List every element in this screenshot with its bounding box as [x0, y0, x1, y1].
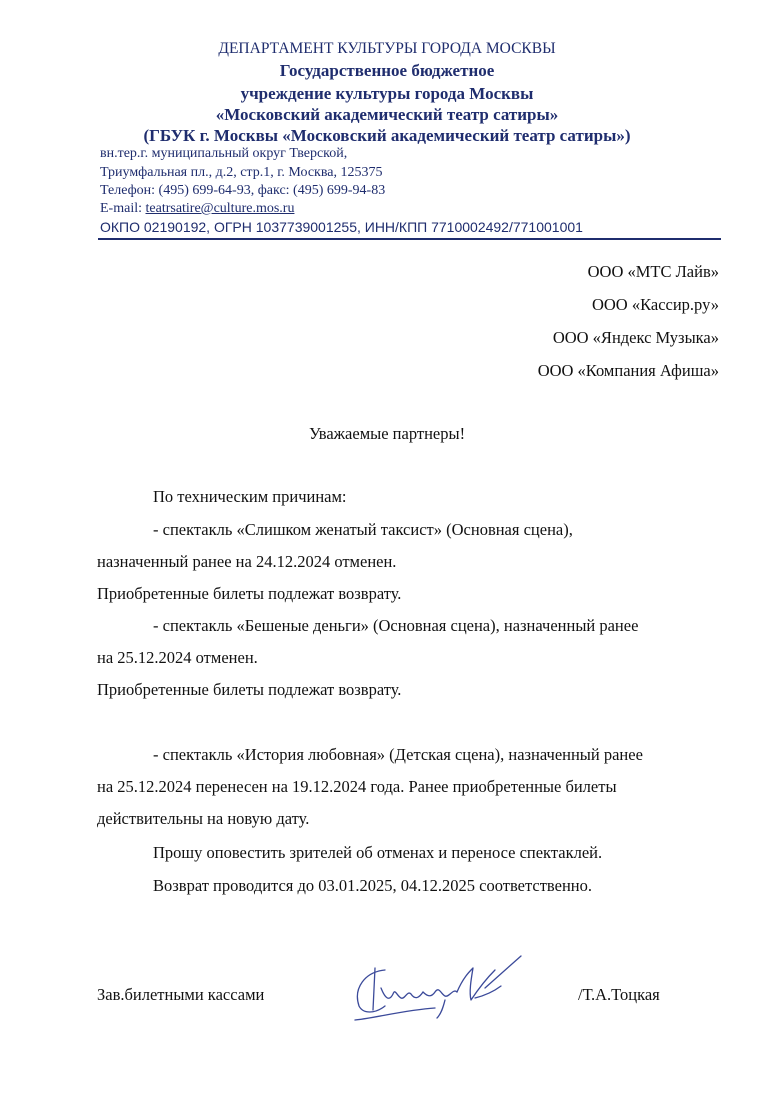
registry-line: ОКПО 02190192, ОГРН 1037739001255, ИНН/КПП 7710002492/771001001	[100, 219, 583, 235]
recipient-4: ООО «Компания Афиша»	[537, 361, 719, 380]
letterhead-divider	[98, 238, 721, 240]
email-line	[100, 201, 294, 217]
org-short-name: (ГБУК г. Москвы «Московский академический театр сатиры»)	[143, 126, 631, 145]
org-name-line-1: Государственное бюджетное	[279, 61, 495, 80]
email-link[interactable]: teatrsatire@culture.mos.ru	[145, 201, 295, 216]
item2-line-2: на 25.12.2024 отменен.	[97, 648, 258, 667]
item3-line-1: - спектакль «История любовная» (Детская сцена), назначенный ранее	[153, 745, 643, 764]
item1-line-2: назначенный ранее на 24.12.2024 отменен.	[97, 552, 397, 571]
department-name: ДЕПАРТАМЕНТ КУЛЬТУРЫ ГОРОДА МОСКВЫ	[218, 40, 556, 57]
refund-line: Возврат проводится до 03.01.2025, 04.12.2025 соответственно.	[153, 876, 592, 895]
recipient-2: ООО «Кассир.ру»	[591, 295, 719, 314]
address-line-1: вн.тер.г. муниципальный округ Тверской,	[100, 146, 348, 161]
intro-line: По техническим причинам:	[153, 487, 347, 506]
item3-line-3: действительны на новую дату.	[97, 809, 310, 828]
handwritten-signature	[345, 948, 535, 1028]
email-label: E-mail:	[100, 201, 146, 216]
item2-line-1: - спектакль «Бешеные деньги» (Основная сцена), назначенный ранее	[153, 616, 639, 635]
item3-line-2: на 25.12.2024 перенесен на 19.12.2024 года. Ранее приобретенные билеты	[97, 777, 617, 796]
item1-line-1: - спектакль «Слишком женатый таксист» (Основная сцена),	[153, 520, 573, 539]
request-line: Прошу оповестить зрителей об отменах и переносе спектаклей.	[153, 843, 603, 862]
item2-note: Приобретенные билеты подлежат возврату.	[97, 680, 402, 699]
recipient-3: ООО «Яндекс Музыка»	[552, 328, 719, 347]
item1-note: Приобретенные билеты подлежат возврату.	[97, 584, 402, 603]
recipient-1: ООО «МТС Лайв»	[587, 262, 719, 281]
signatory-name: /Т.А.Тоцкая	[578, 985, 660, 1004]
signatory-title: Зав.билетными кассами	[97, 985, 265, 1004]
org-name-line-3: «Московский академический театр сатиры»	[215, 105, 559, 124]
salutation: Уважаемые партнеры!	[308, 424, 466, 443]
org-name-line-2: учреждение культуры города Москвы	[240, 84, 534, 103]
address-line-2: Триумфальная пл., д.2, стр.1, г. Москва, 125375	[100, 165, 383, 180]
phone-line: Телефон: (495) 699-64-93, факс: (495) 699-94-83	[100, 183, 386, 198]
